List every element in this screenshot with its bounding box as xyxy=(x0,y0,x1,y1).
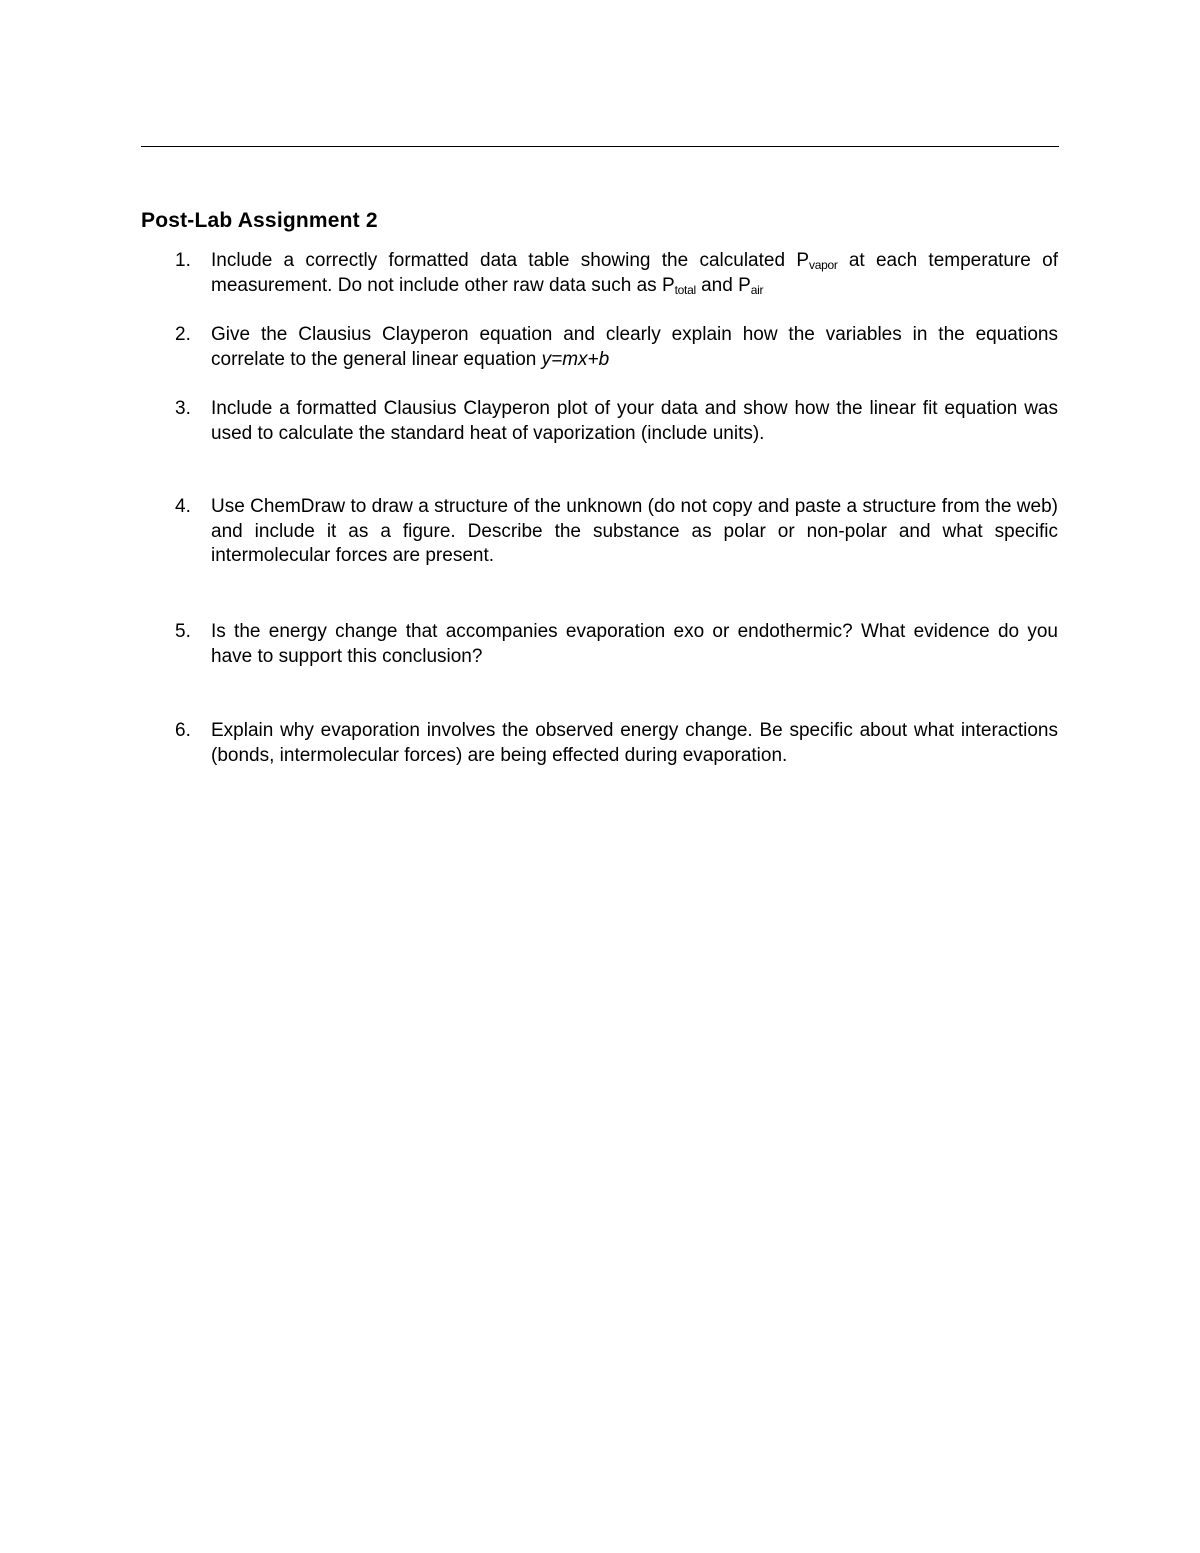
item-number: 4. xyxy=(175,496,191,517)
item-number: 5. xyxy=(175,621,191,642)
item-text: Use ChemDraw to draw a structure of the unknown (do not copy and paste a structure from the web) and include it as a figure. Describe the substance as polar or non-polar and what specific intermolecular forces are present. xyxy=(211,496,1058,566)
item-text: Is the energy change that accompanies evaporation exo or endothermic? What evidence do you have to support this conclusion? xyxy=(211,621,1058,667)
item-number: 2. xyxy=(175,324,191,345)
page-title: Post-Lab Assignment 2 xyxy=(141,209,378,232)
item-text: Include a correctly formatted data table showing the calculated $P_{vapor}$ at each temperature of measurement. Do not include other raw data such as $P_{total}$ and $P_{air}$ xyxy=(211,250,1059,297)
item-number: 6. xyxy=(175,720,191,741)
item-text: Give the Clausius Clayperon equation and clearly explain how the variables in the equations correlate to the general linear equation y=mx+b xyxy=(211,324,1058,370)
linear-equation: y=mx+b xyxy=(541,348,610,370)
item-number: 3. xyxy=(175,398,191,419)
item-text: Include a formatted Clausius Clayperon plot of your data and show how the linear fit equation was used to calculate the standard heat of vaporization (include units). xyxy=(211,398,1058,444)
header-rule xyxy=(141,146,1059,147)
item-number: 1. xyxy=(175,250,191,271)
item-text: Explain why evaporation involves the observed energy change. Be specific about what interactions (bonds, intermolecular forces) are being effected during evaporation. xyxy=(211,720,1058,766)
